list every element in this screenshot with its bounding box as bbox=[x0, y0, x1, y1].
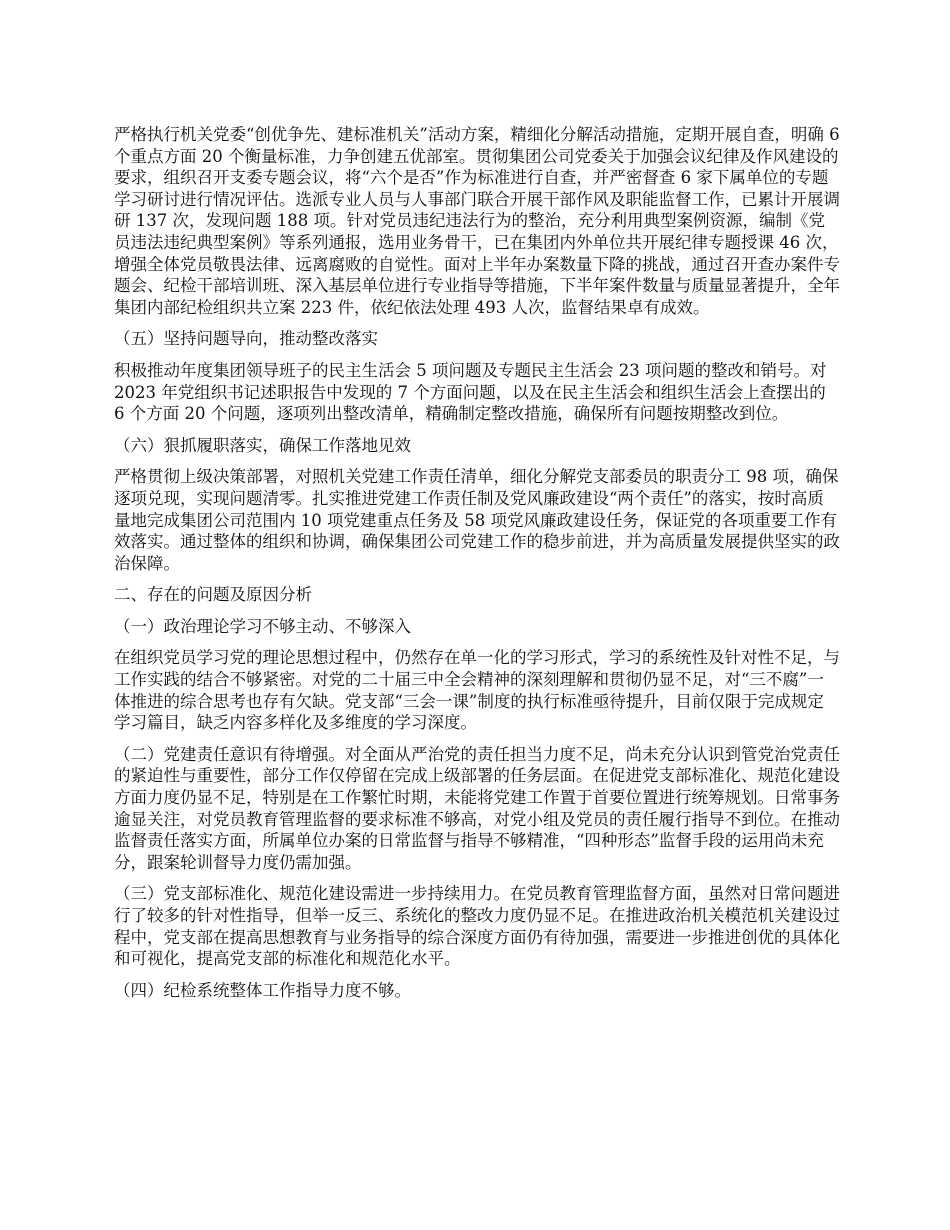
paragraph-standardization: （三）党支部标准化、规范化建设需进一步持续用力。在党员教育管理监督方面，虽然对日常问题进行了较多的针对性指导，但举一反三、系统化的整改力度仍显不足。在推进政治机关模范机关建设过程中，党支部在提高思想教育与业务指导的综合深度方面仍有待加强，需要进一步推进创优的具体化和可视化，提高党支部的标准化和规范化水平。 bbox=[114, 884, 840, 969]
document-page bbox=[114, 124, 840, 1011]
paragraph-responsibility-list: 严格贯彻上级决策部署，对照机关党建工作责任清单，细化分解党支部委员的职责分工 98 项，确保逐项兑现，实现问题清零。扎实推进党建工作责任制及党风廉政建设“两个责任”的落实，按时高质量地完成集团公司范围内 10 项党建重点任务及 58 项党风廉政建设任务，保证党的各项重要工作有效落实。通过整体的组织和协调，确保集团公司党建工作的稳步前进，并为高质量发展提供坚实的政治保障。 bbox=[114, 467, 840, 573]
paragraph-evaluation-results: 严格执行机关党委“创优争先、建标准机关”活动方案，精细化分解活动措施，定期开展自查，明确 6 个重点方面 20 个衡量标准，力争创建五优部室。贯彻集团公司党委关于加强会议纪律及作风建设的要求，组织召开支委专题会议，将“六个是否”作为标准进行自查，并严密督查 6 家下属单位的专题学习研讨进行情况评估。选派专业人员与人事部门联合开展干部作风及职能监督工作，已累计开展调研 137 次，发现问题 188 项。针对党员违纪违法行为的整治，充分利用典型案例资源，编制《党员违法违纪典型案例》等系列通报，选用业务骨干，已在集团内外单位共开展纪律专题授课 46 次，增强全体党员敬畏法律、远离腐败的自觉性。面对上半年办案数量下降的挑战，通过召开查办案件专题会、纪检干部培训班、深入基层单位进行专业指导等措施，下半年案件数量与质量显著提升，全年集团内部纪检组织共立案 223 件，依纪依法处理 493 人次，监督结果卓有成效。 bbox=[114, 125, 840, 317]
paragraph-responsibility-awareness: （二）党建责任意识有待增强。对全面从严治党的责任担当力度不足，尚未充分认识到管党治党责任的紧迫性与重要性，部分工作仅停留在完成上级部署的任务层面。在促进党支部标准化、规范化建设方面力度仍显不足，特别是在工作繁忙时期，未能将党建工作置于首要位置进行统筹规划。日常事务逾显关注，对党员教育管理监督的要求标准不够高，对党小组及党员的责任履行指导不到位。在推动监督责任落实方面，所属单位办案的日常监督与指导不够精准，“四种形态”监督手段的运用尚未充分，跟案轮训督导力度仍需加强。 bbox=[114, 744, 840, 872]
heading-duty-performance: （六）狠抓履职落实，确保工作落地见效 bbox=[114, 435, 411, 455]
heading-theory-study: （一）政治理论学习不够主动、不够深入 bbox=[114, 616, 411, 636]
heading-section-problems: 二、存在的问题及原因分析 bbox=[114, 585, 312, 605]
heading-problem-oriented: （五）坚持问题导向，推动整改落实 bbox=[114, 329, 378, 349]
heading-discipline-guidance: （四）纪检系统整体工作指导力度不够。 bbox=[114, 980, 411, 1000]
paragraph-theory-study: 在组织党员学习党的理论思想过程中，仍然存在单一化的学习形式，学习的系统性及针对性不足，与工作实践的结合不够紧密。对党的二十届三中全会精神的深刻理解和贯彻仍显不足，对“三不腐”一体推进的综合思考也存有欠缺。党支部“三会一课”制度的执行标准亟待提升，目前仅限于完成规定学习篇目，缺乏内容多样化及多维度的学习深度。 bbox=[114, 648, 840, 733]
paragraph-rectification: 积极推动年度集团领导班子的民主生活会 5 项问题及专题民主生活会 23 项问题的整改和销号。对 2023 年党组织书记述职报告中发现的 7 个方面问题，以及在民主生活会和组织生活会上查摆出的 6 个方面 20 个问题，逐项列出整改清单，精确制定整改措施，确保所有问题按期整改到位。 bbox=[114, 360, 827, 424]
